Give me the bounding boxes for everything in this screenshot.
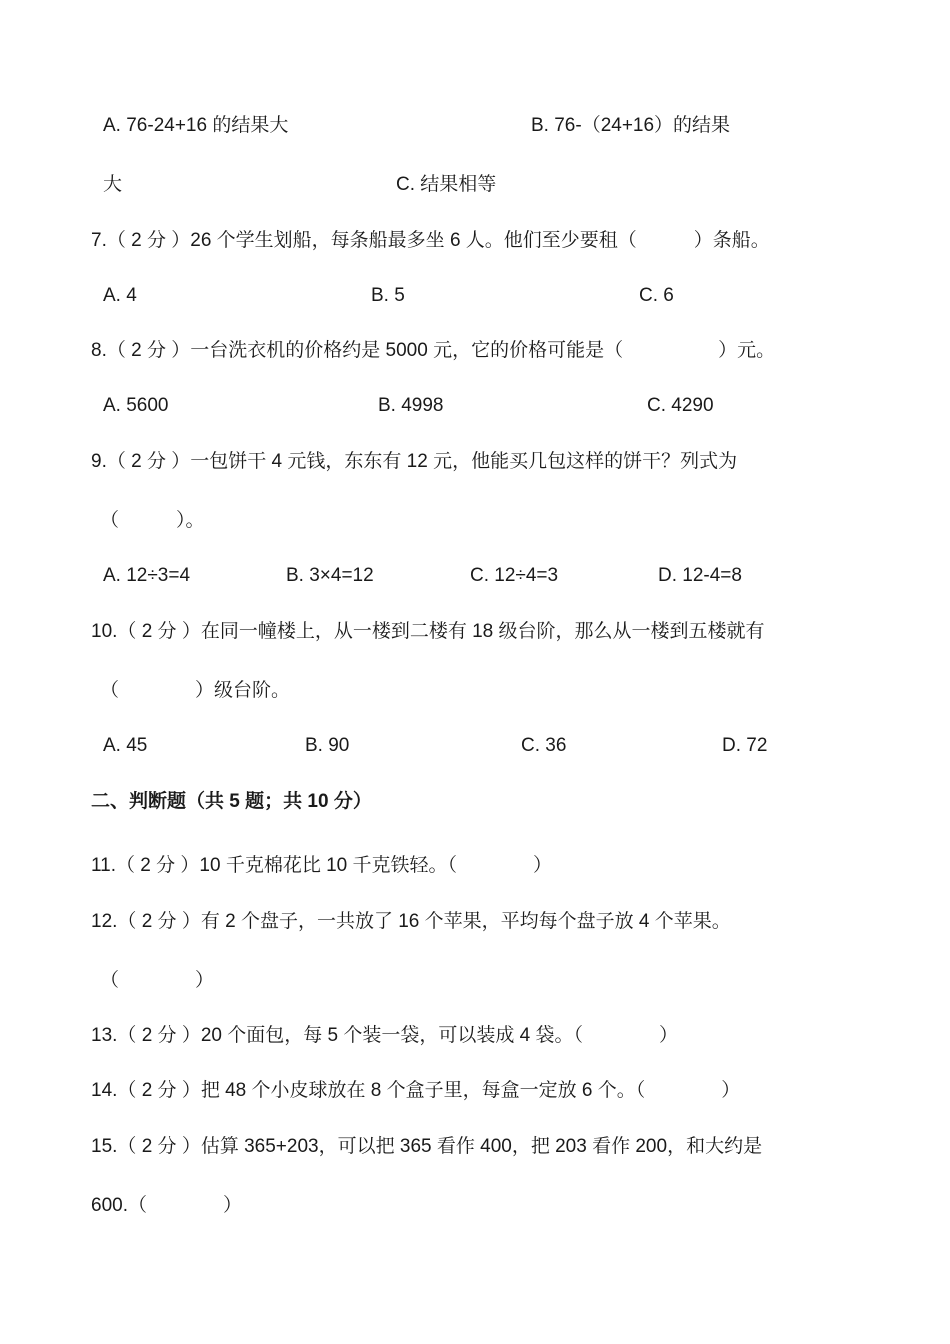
- q12-stem-continued: （ ）: [100, 970, 215, 991]
- q10-stem: 10.（ 2 分 ）在同一幢楼上，从一楼到二楼有 18 级台阶，那么从一楼到五楼就有: [91, 621, 765, 642]
- q6-option-a: A. 76-24+16 的结果大: [103, 115, 289, 136]
- q15-stem-continued: 600.（ ）: [91, 1195, 242, 1216]
- q10-option-b: B. 90: [305, 735, 350, 756]
- q7-stem: 7.（ 2 分 ）26 个学生划船，每条船最多坐 6 人。他们至少要租（ ）条船。: [91, 230, 770, 251]
- q14-stem: 14.（ 2 分 ）把 48 个小皮球放在 8 个盒子里，每盒一定放 6 个。（ ）: [91, 1080, 741, 1101]
- q9-option-d: D. 12-4=8: [658, 565, 742, 586]
- q9-stem: 9.（ 2 分 ）一包饼干 4 元钱，东东有 12 元，他能买几包这样的饼干？列式为: [91, 451, 738, 472]
- q8-option-c: C. 4290: [647, 395, 714, 416]
- q8-option-b: B. 4998: [378, 395, 444, 416]
- q7-option-a: A. 4: [103, 285, 137, 306]
- q9-option-b: B. 3×4=12: [286, 565, 374, 586]
- q9-stem-continued: （ ）。: [100, 510, 205, 531]
- q7-option-c: C. 6: [639, 285, 674, 306]
- q9-option-a: A. 12÷3=4: [103, 565, 191, 586]
- q6-option-b-continued: 大: [103, 174, 123, 195]
- section-heading-judgement: 二、判断题（共 5 题；共 10 分）: [91, 791, 372, 812]
- q8-stem: 8.（ 2 分 ）一台洗衣机的价格约是 5000 元，它的价格可能是（ ）元。: [91, 340, 776, 361]
- q11-stem: 11.（ 2 分 ）10 千克棉花比 10 千克铁轻。（ ）: [91, 855, 553, 876]
- q9-option-c: C. 12÷4=3: [470, 565, 559, 586]
- q6-option-c: C. 结果相等: [396, 174, 497, 195]
- q10-option-d: D. 72: [722, 735, 768, 756]
- q12-stem: 12.（ 2 分 ）有 2 个盘子，一共放了 16 个苹果，平均每个盘子放 4 个苹果。: [91, 911, 731, 932]
- q10-stem-continued: （ ）级台阶。: [100, 680, 291, 701]
- q10-option-a: A. 45: [103, 735, 148, 756]
- q6-option-b: B. 76-（24+16）的结果: [531, 115, 731, 136]
- q8-option-a: A. 5600: [103, 395, 169, 416]
- q15-stem: 15.（ 2 分 ）估算 365+203，可以把 365 看作 400，把 203 看作 200，和大约是: [91, 1136, 763, 1157]
- q7-option-b: B. 5: [371, 285, 405, 306]
- q13-stem: 13.（ 2 分 ）20 个面包，每 5 个装一袋，可以装成 4 袋。（ ）: [91, 1025, 678, 1046]
- q10-option-c: C. 36: [521, 735, 567, 756]
